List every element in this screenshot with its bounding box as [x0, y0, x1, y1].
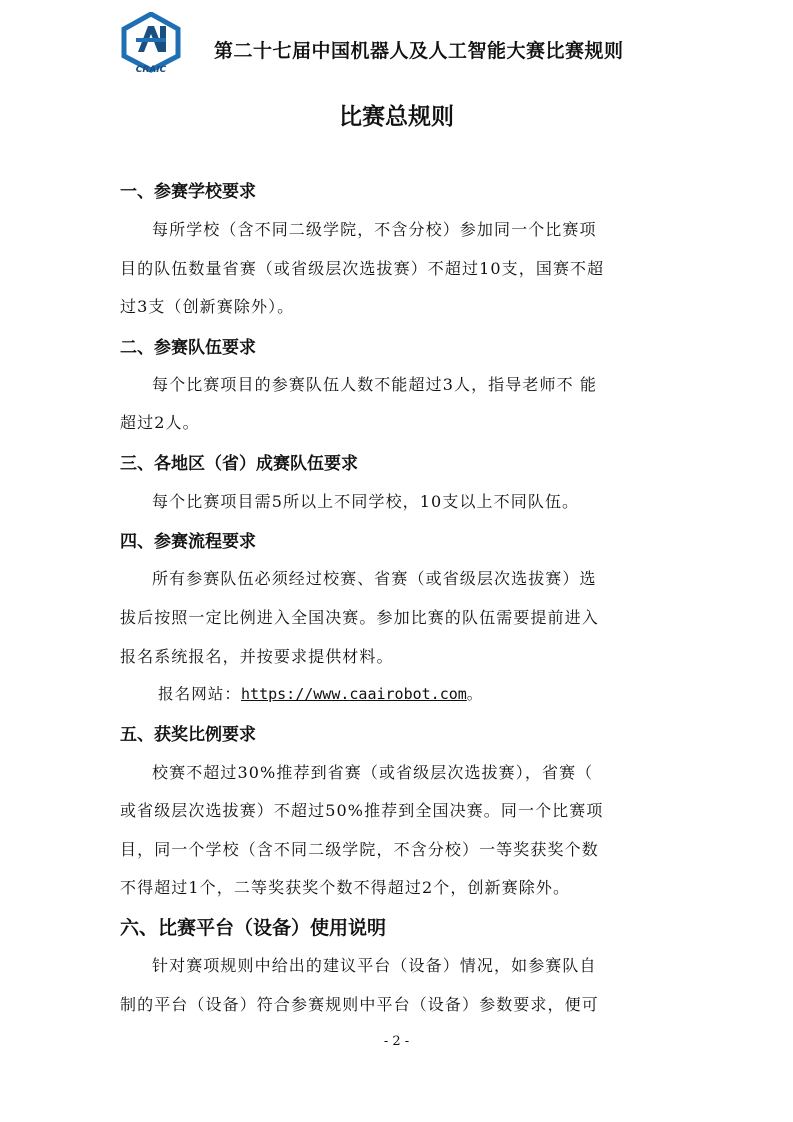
website-label: 报名网站： — [158, 685, 242, 703]
paragraph-line: 所有参赛队伍必须经过校赛、省赛（或省级层次选拔赛）选 — [152, 569, 597, 588]
logo-text: CRAIC — [135, 65, 167, 74]
website-link[interactable]: https://www.caairobot.com — [241, 685, 467, 703]
paragraph-line: 不得超过1个，二等奖获奖个数不得超过2个，创新赛除外。 — [120, 878, 571, 897]
paragraph-line: 校赛不超过30%推荐到省赛（或省级层次选拔赛），省赛（ — [152, 763, 594, 782]
paragraph-line: 超过2人。 — [120, 413, 200, 432]
section-heading-4: 四、参赛流程要求 — [120, 532, 256, 552]
website-end: 。 — [466, 685, 484, 703]
header-title: 第二十七届中国机器人及人工智能大赛比赛规则 — [214, 40, 624, 62]
paragraph-line: 或省级层次选拔赛）不超过50%推荐到全国决赛。同一个比赛项 — [120, 801, 604, 820]
paragraph-line: 目，同一个学校（含不同二级学院，不含分校）一等奖获奖个数 — [120, 840, 599, 859]
section-heading-6: 六、比赛平台（设备）使用说明 — [120, 917, 387, 939]
paragraph-line: 针对赛项规则中给出的建议平台（设备）情况，如参赛队自 — [152, 956, 597, 975]
paragraph-line: 每所学校（含不同二级学院，不含分校）参加同一个比赛项 — [152, 220, 597, 239]
section-heading-5: 五、获奖比例要求 — [120, 725, 256, 745]
page-number: - 2 - — [383, 1034, 410, 1049]
section-heading-2: 二、参赛队伍要求 — [120, 338, 256, 358]
paragraph-line: 报名系统报名，并按要求提供材料。 — [120, 647, 394, 666]
paragraph-line: 每个比赛项目的参赛队伍人数不能超过3人，指导老师不 能 — [152, 375, 597, 394]
paragraph-line: 目的队伍数量省赛（或省级层次选拔赛）不超过10支，国赛不超 — [120, 259, 605, 278]
paragraph-line: 拔后按照一定比例进入全国决赛。参加比赛的队伍需要提前进入 — [120, 608, 599, 627]
paragraph-line: 每个比赛项目需5所以上不同学校，10支以上不同队伍。 — [152, 492, 580, 511]
section-heading-1: 一、参赛学校要求 — [120, 182, 256, 202]
section-heading-3: 三、各地区（省）成赛队伍要求 — [120, 454, 358, 474]
website-line — [158, 682, 483, 704]
paragraph-line: 制的平台（设备）符合参赛规则中平台（设备）参数要求，便可 — [120, 995, 599, 1014]
paragraph-line: 过3支（创新赛除外）。 — [120, 297, 295, 316]
document-title: 比赛总规则 — [339, 104, 454, 130]
craic-logo — [118, 12, 184, 74]
